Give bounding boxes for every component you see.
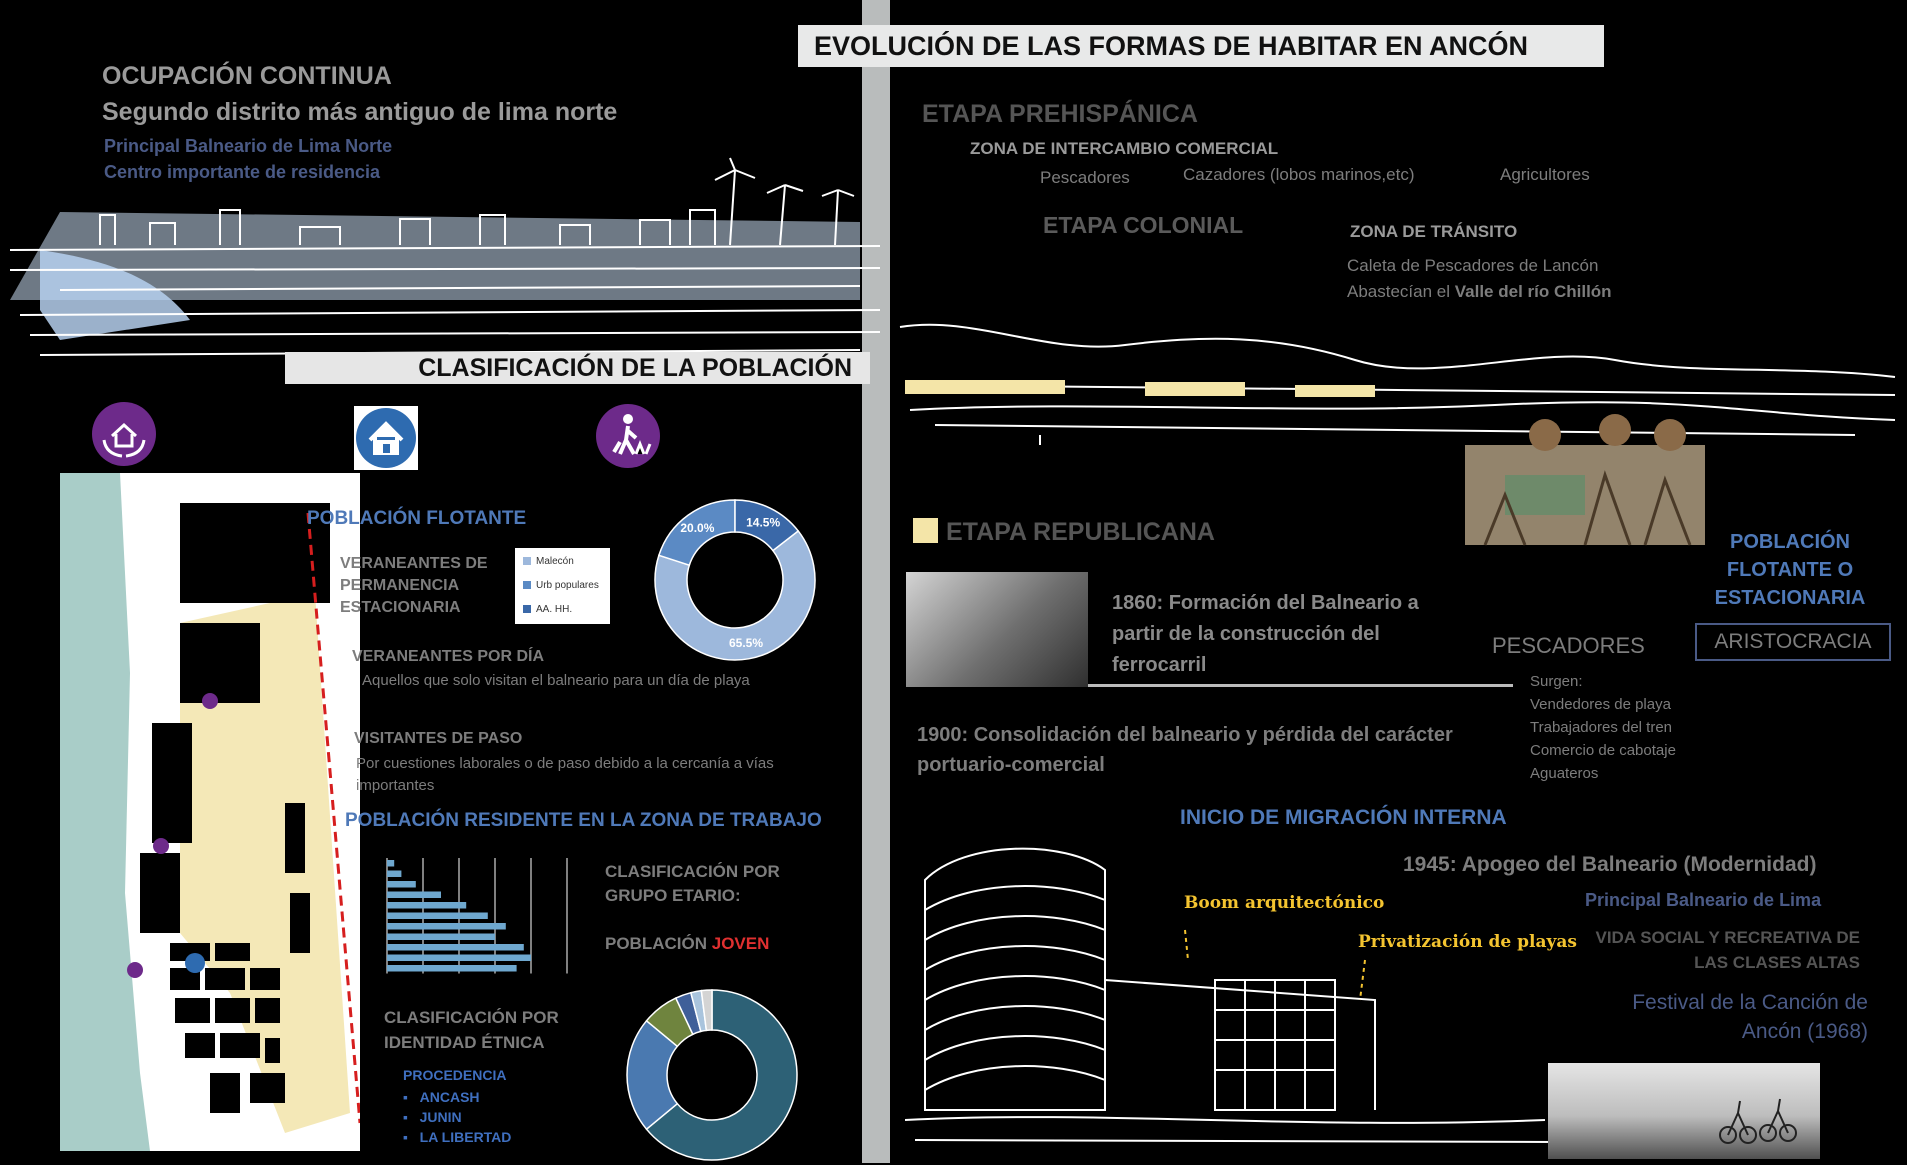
- poblacion-value: JOVEN: [711, 934, 770, 953]
- abastecian-line: Abastecían el Valle del río Chillón: [1347, 282, 1612, 301]
- procedencia-item: ▪ JUNIN: [403, 1109, 462, 1125]
- veraneantes-permanencia: VERANEANTES DE PERMANENCIA ESTACIONARIA: [340, 555, 488, 616]
- ethnic-donut-chart: [622, 985, 802, 1165]
- page-title: EVOLUCIÓN DE LAS FORMAS DE HABITAR EN ANCÓN: [798, 25, 1604, 67]
- modern-building-sketch: [905, 830, 1565, 1160]
- legend-item: AA. HH.: [523, 604, 572, 615]
- residencia-line: Centro importante de residencia: [104, 162, 381, 182]
- principal-balneario-lima: Principal Balneario de Lima: [1585, 890, 1822, 910]
- age-bar: [387, 892, 441, 899]
- zona-transito: ZONA DE TRÁNSITO: [1350, 222, 1518, 241]
- hito-1860: 1860: Formación del Balneario a partir de la construcción del ferrocarril: [1112, 592, 1419, 676]
- house-icon: [354, 406, 418, 470]
- boom-annotation: Boom arquitectónico: [1184, 893, 1385, 913]
- agricultores: Agricultores: [1500, 165, 1590, 184]
- surgen-item: Aguateros: [1530, 765, 1599, 782]
- surgen-list: [1530, 670, 1676, 785]
- privatizacion-annotation: Privatización de playas: [1358, 932, 1577, 952]
- donut-data-label: 14.5%: [746, 515, 781, 530]
- walker-icon: [596, 404, 660, 468]
- age-bar: [387, 965, 517, 972]
- district-map: [60, 473, 360, 1151]
- distrito-subheading: Segundo distrito más antiguo de lima norte: [102, 98, 618, 126]
- prehispanica-heading: ETAPA PREHISPÁNICA: [922, 100, 1198, 128]
- procedencia-title: PROCEDENCIA: [403, 1067, 507, 1083]
- veraneantes-dia: VERANEANTES POR DÍA: [352, 648, 545, 665]
- aristocracia-box: ARISTOCRACIA: [1695, 623, 1891, 661]
- poblacion-joven-line: [605, 934, 769, 954]
- procedencia-item: ▪ LA LIBERTAD: [403, 1129, 512, 1145]
- procedencia-item: ▪ ANCASH: [403, 1089, 480, 1105]
- hito-1945: 1945: Apogeo del Balneario (Modernidad): [1403, 853, 1817, 876]
- clasificacion-title: CLASIFICACIÓN DE LA POBLACIÓN: [285, 352, 870, 384]
- age-bar: [387, 934, 495, 941]
- age-bar: [387, 902, 466, 909]
- age-bar: [387, 881, 416, 888]
- visitantes-paso: VISITANTES DE PASO: [354, 730, 523, 747]
- poblacion-label: POBLACIÓN: [605, 934, 707, 953]
- legend-item: Urb populares: [523, 580, 599, 591]
- vida-social: VIDA SOCIAL Y RECREATIVA DE LAS CLASES ALTAS: [1595, 928, 1860, 972]
- clasif-etnica: CLASIFICACIÓN POR IDENTIDAD ÉTNICA: [384, 1008, 559, 1052]
- caleta-line: Caleta de Pescadores de Lancón: [1347, 256, 1599, 275]
- surgen-item: Trabajadores del tren: [1530, 719, 1673, 736]
- age-bar: [387, 871, 401, 878]
- surgen-item: Vendedores de playa: [1530, 696, 1671, 713]
- procedencia-list: [403, 1087, 511, 1147]
- pescadores-title: PESCADORES: [1492, 633, 1645, 658]
- flotante-title: POBLACIÓN FLOTANTE: [307, 508, 527, 529]
- veraneantes-dia-desc: Aquellos que solo visitan el balneario para un día de playa: [362, 672, 750, 689]
- surgen-item: Surgen:: [1530, 673, 1583, 690]
- coast-sketch: [0, 150, 890, 360]
- surgen-item: Comercio de cabotaje: [1530, 742, 1676, 759]
- republicana-heading: ETAPA REPUBLICANA: [946, 518, 1215, 546]
- visitantes-paso-desc: Por cuestiones laborales o de paso debido a la cercanía a vías importantes: [356, 755, 774, 794]
- age-bar: [387, 923, 506, 930]
- clasif-etario: CLASIFICACIÓN POR GRUPO ETARIO:: [605, 862, 780, 905]
- ocupacion-heading: OCUPACIÓN CONTINUA: [102, 62, 392, 90]
- flotante-donut-chart: [650, 495, 820, 665]
- hito-1900: 1900: Consolidación del balneario y pérdida del carácter portuario-comercial: [917, 724, 1453, 776]
- colonial-coast-sketch: [895, 315, 1905, 445]
- timeline-rule: [1088, 684, 1513, 687]
- legend-item: Malecón: [523, 556, 574, 567]
- train-station-photo: [906, 572, 1088, 687]
- zona-intercambio: ZONA DE INTERCAMBIO COMERCIAL: [970, 139, 1279, 158]
- age-bar: [387, 944, 524, 951]
- balneario-line: Principal Balneario de Lima Norte: [104, 136, 393, 156]
- festival: Festival de la Canción de Ancón (1968): [1632, 991, 1868, 1043]
- age-bar: [387, 955, 531, 962]
- colonial-heading: ETAPA COLONIAL: [1043, 212, 1244, 238]
- migracion-heading: INICIO DE MIGRACIÓN INTERNA: [1180, 806, 1507, 829]
- poblacion-flotante-estacionaria: POBLACIÓN FLOTANTE O ESTACIONARIA: [1714, 531, 1866, 609]
- republicana-swatch: [913, 518, 938, 543]
- home-hands-icon: [92, 402, 156, 466]
- donut-data-label: 20.0%: [680, 521, 715, 536]
- residente-title: POBLACIÓN RESIDENTE EN LA ZONA DE TRABAJO: [345, 810, 822, 831]
- donut-data-label: 65.5%: [728, 636, 764, 651]
- cazadores: Cazadores (lobos marinos,etc): [1183, 165, 1415, 184]
- age-bar: [387, 913, 488, 920]
- age-bar-chart: [355, 852, 575, 977]
- donut-legend: [515, 548, 610, 624]
- pescadores-pre: Pescadores: [1040, 168, 1130, 187]
- age-bar: [387, 860, 394, 867]
- colonial-figures-image: [1465, 405, 1705, 555]
- festival-photo: [1548, 1063, 1820, 1159]
